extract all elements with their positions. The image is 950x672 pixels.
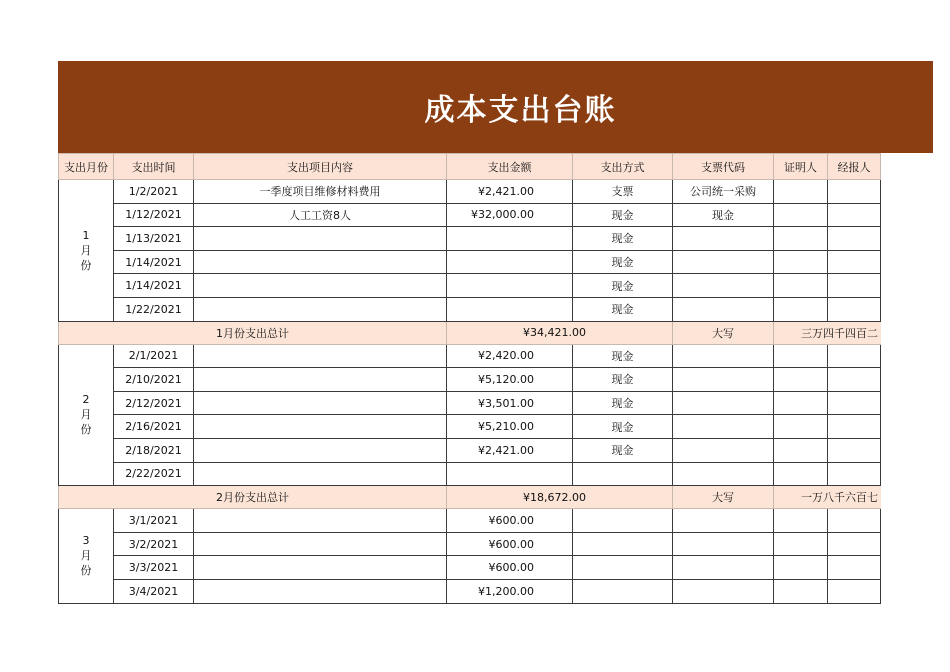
item-cell[interactable] (194, 462, 447, 486)
total-amount-cell[interactable]: ¥18,672.00 (447, 486, 673, 509)
date-cell[interactable]: 1/13/2021 (114, 227, 194, 251)
month-label-char: 月 (80, 408, 92, 422)
month-label-char: 份 (80, 564, 92, 578)
amount-cell[interactable] (447, 250, 573, 274)
witness-cell[interactable] (774, 250, 828, 274)
reporter-cell[interactable] (828, 203, 881, 227)
amount-cell[interactable] (447, 274, 573, 298)
reporter-cell[interactable] (828, 180, 881, 204)
header-reporter[interactable]: 经报人 (828, 154, 881, 180)
amount-cell[interactable]: ¥5,210.00 (447, 415, 573, 439)
table-row (59, 509, 881, 533)
amount-cell[interactable]: ¥600.00 (447, 556, 573, 580)
method-cell[interactable] (573, 556, 673, 580)
reporter-cell[interactable] (828, 368, 881, 392)
date-cell[interactable]: 2/22/2021 (114, 462, 194, 486)
method-cell[interactable]: 现金 (573, 274, 673, 298)
witness-cell[interactable] (774, 344, 828, 368)
total-label-cell[interactable]: 1月份支出总计 (59, 321, 447, 344)
date-cell[interactable]: 2/10/2021 (114, 368, 194, 392)
code-cell[interactable] (673, 344, 774, 368)
code-cell[interactable] (673, 368, 774, 392)
total-amount-cell[interactable]: ¥34,421.00 (447, 321, 673, 344)
table-row (59, 579, 881, 603)
month-label-char: 月 (80, 549, 92, 563)
table-row (59, 556, 881, 580)
month-label-char: 3 (82, 534, 90, 548)
table-row (59, 227, 881, 251)
header-row (59, 154, 881, 180)
reporter-cell[interactable] (828, 297, 881, 321)
table-row (59, 368, 881, 392)
reporter-cell[interactable] (828, 344, 881, 368)
sheet-title: 成本支出台账 (424, 93, 617, 128)
month-total-row (59, 321, 881, 344)
uppercase-value-cell[interactable]: 三万四千四百二 (774, 321, 881, 344)
item-cell[interactable] (194, 274, 447, 298)
item-cell[interactable] (194, 227, 447, 251)
method-cell[interactable] (573, 579, 673, 603)
table-row (59, 180, 881, 204)
method-cell[interactable] (573, 532, 673, 556)
code-cell[interactable] (673, 462, 774, 486)
amount-cell[interactable]: ¥2,421.00 (447, 180, 573, 204)
date-cell[interactable]: 3/2/2021 (114, 532, 194, 556)
table-row (59, 532, 881, 556)
table-row (59, 438, 881, 462)
amount-cell[interactable]: ¥600.00 (447, 532, 573, 556)
witness-cell[interactable] (774, 579, 828, 603)
reporter-cell[interactable] (828, 274, 881, 298)
witness-cell[interactable] (774, 509, 828, 533)
month-cell[interactable] (59, 344, 114, 486)
code-cell[interactable] (673, 391, 774, 415)
reporter-cell[interactable] (828, 227, 881, 251)
method-cell[interactable]: 支票 (573, 180, 673, 204)
item-cell[interactable] (194, 391, 447, 415)
item-cell[interactable] (194, 438, 447, 462)
witness-cell[interactable] (774, 297, 828, 321)
witness-cell[interactable] (774, 438, 828, 462)
month-total-row (59, 486, 881, 509)
witness-cell[interactable] (774, 415, 828, 439)
reporter-cell[interactable] (828, 391, 881, 415)
header-item[interactable]: 支出项目内容 (194, 154, 447, 180)
item-cell[interactable] (194, 415, 447, 439)
code-cell[interactable] (673, 438, 774, 462)
total-label-cell[interactable]: 2月份支出总计 (59, 486, 447, 509)
method-cell[interactable]: 现金 (573, 297, 673, 321)
uppercase-label-cell[interactable]: 大写 (673, 486, 774, 509)
reporter-cell[interactable] (828, 462, 881, 486)
witness-cell[interactable] (774, 227, 828, 251)
method-cell[interactable]: 现金 (573, 344, 673, 368)
table-row (59, 250, 881, 274)
code-cell[interactable] (673, 579, 774, 603)
reporter-cell[interactable] (828, 579, 881, 603)
method-cell[interactable]: 现金 (573, 391, 673, 415)
amount-cell[interactable]: ¥2,420.00 (447, 344, 573, 368)
witness-cell[interactable] (774, 556, 828, 580)
code-cell[interactable] (673, 274, 774, 298)
item-cell[interactable] (194, 368, 447, 392)
item-cell[interactable]: 人工工资8人 (194, 203, 447, 227)
item-cell[interactable] (194, 297, 447, 321)
date-cell[interactable]: 3/3/2021 (114, 556, 194, 580)
witness-cell[interactable] (774, 368, 828, 392)
code-cell[interactable] (673, 556, 774, 580)
item-cell[interactable]: 一季度项目维修材料费用 (194, 180, 447, 204)
table-row (59, 274, 881, 298)
method-cell[interactable]: 现金 (573, 438, 673, 462)
date-cell[interactable]: 2/12/2021 (114, 391, 194, 415)
header-date[interactable]: 支出时间 (114, 154, 194, 180)
header-amount[interactable]: 支出金额 (447, 154, 573, 180)
month-label-char: 1 (82, 228, 90, 242)
method-cell[interactable] (573, 509, 673, 533)
uppercase-label-cell[interactable]: 大写 (673, 321, 774, 344)
date-cell[interactable]: 2/16/2021 (114, 415, 194, 439)
amount-cell[interactable]: ¥600.00 (447, 509, 573, 533)
date-cell[interactable]: 1/2/2021 (114, 180, 194, 204)
method-cell[interactable]: 现金 (573, 203, 673, 227)
code-cell[interactable] (673, 297, 774, 321)
witness-cell[interactable] (774, 180, 828, 204)
amount-cell[interactable]: ¥3,501.00 (447, 391, 573, 415)
witness-cell[interactable] (774, 203, 828, 227)
reporter-cell[interactable] (828, 250, 881, 274)
method-cell[interactable] (573, 462, 673, 486)
code-cell[interactable] (673, 532, 774, 556)
reporter-cell[interactable] (828, 532, 881, 556)
item-cell[interactable] (194, 344, 447, 368)
uppercase-value-cell[interactable]: 一万八千六百七 (774, 486, 881, 509)
code-cell[interactable] (673, 415, 774, 439)
month-label-char: 2 (82, 393, 90, 407)
amount-cell[interactable] (447, 227, 573, 251)
month-label-char: 份 (80, 258, 92, 272)
amount-cell[interactable]: ¥32,000.00 (447, 203, 573, 227)
amount-cell[interactable]: ¥5,120.00 (447, 368, 573, 392)
witness-cell[interactable] (774, 391, 828, 415)
title-banner (58, 61, 933, 153)
amount-cell[interactable]: ¥2,421.00 (447, 438, 573, 462)
month-cell[interactable] (59, 180, 114, 322)
item-cell[interactable] (194, 250, 447, 274)
item-cell[interactable] (194, 509, 447, 533)
header-witness[interactable]: 证明人 (774, 154, 828, 180)
date-cell[interactable]: 3/1/2021 (114, 509, 194, 533)
method-cell[interactable]: 现金 (573, 415, 673, 439)
reporter-cell[interactable] (828, 415, 881, 439)
item-cell[interactable] (194, 556, 447, 580)
date-cell[interactable]: 2/18/2021 (114, 438, 194, 462)
date-cell[interactable]: 1/14/2021 (114, 274, 194, 298)
table-row (59, 297, 881, 321)
code-cell[interactable] (673, 250, 774, 274)
method-cell[interactable]: 现金 (573, 250, 673, 274)
method-cell[interactable]: 现金 (573, 227, 673, 251)
amount-cell[interactable]: ¥1,200.00 (447, 579, 573, 603)
code-cell[interactable]: 公司统一采购 (673, 180, 774, 204)
date-cell[interactable]: 3/4/2021 (114, 579, 194, 603)
reporter-cell[interactable] (828, 438, 881, 462)
header-month[interactable]: 支出月份 (59, 154, 114, 180)
header-method[interactable]: 支出方式 (573, 154, 673, 180)
amount-cell[interactable] (447, 297, 573, 321)
code-cell[interactable]: 现金 (673, 203, 774, 227)
header-code[interactable]: 支票代码 (673, 154, 774, 180)
date-cell[interactable]: 1/14/2021 (114, 250, 194, 274)
witness-cell[interactable] (774, 532, 828, 556)
table-row (59, 391, 881, 415)
expense-ledger-table (58, 153, 881, 604)
month-cell[interactable] (59, 509, 114, 603)
month-label-char: 月 (80, 243, 92, 257)
date-cell[interactable]: 1/22/2021 (114, 297, 194, 321)
item-cell[interactable] (194, 579, 447, 603)
witness-cell[interactable] (774, 274, 828, 298)
code-cell[interactable] (673, 509, 774, 533)
table-row (59, 203, 881, 227)
method-cell[interactable]: 现金 (573, 368, 673, 392)
table-row (59, 462, 881, 486)
reporter-cell[interactable] (828, 509, 881, 533)
table-row (59, 415, 881, 439)
date-cell[interactable]: 1/12/2021 (114, 203, 194, 227)
item-cell[interactable] (194, 532, 447, 556)
table-row (59, 344, 881, 368)
reporter-cell[interactable] (828, 556, 881, 580)
witness-cell[interactable] (774, 462, 828, 486)
code-cell[interactable] (673, 227, 774, 251)
amount-cell[interactable] (447, 462, 573, 486)
date-cell[interactable]: 2/1/2021 (114, 344, 194, 368)
month-label-char: 份 (80, 423, 92, 437)
